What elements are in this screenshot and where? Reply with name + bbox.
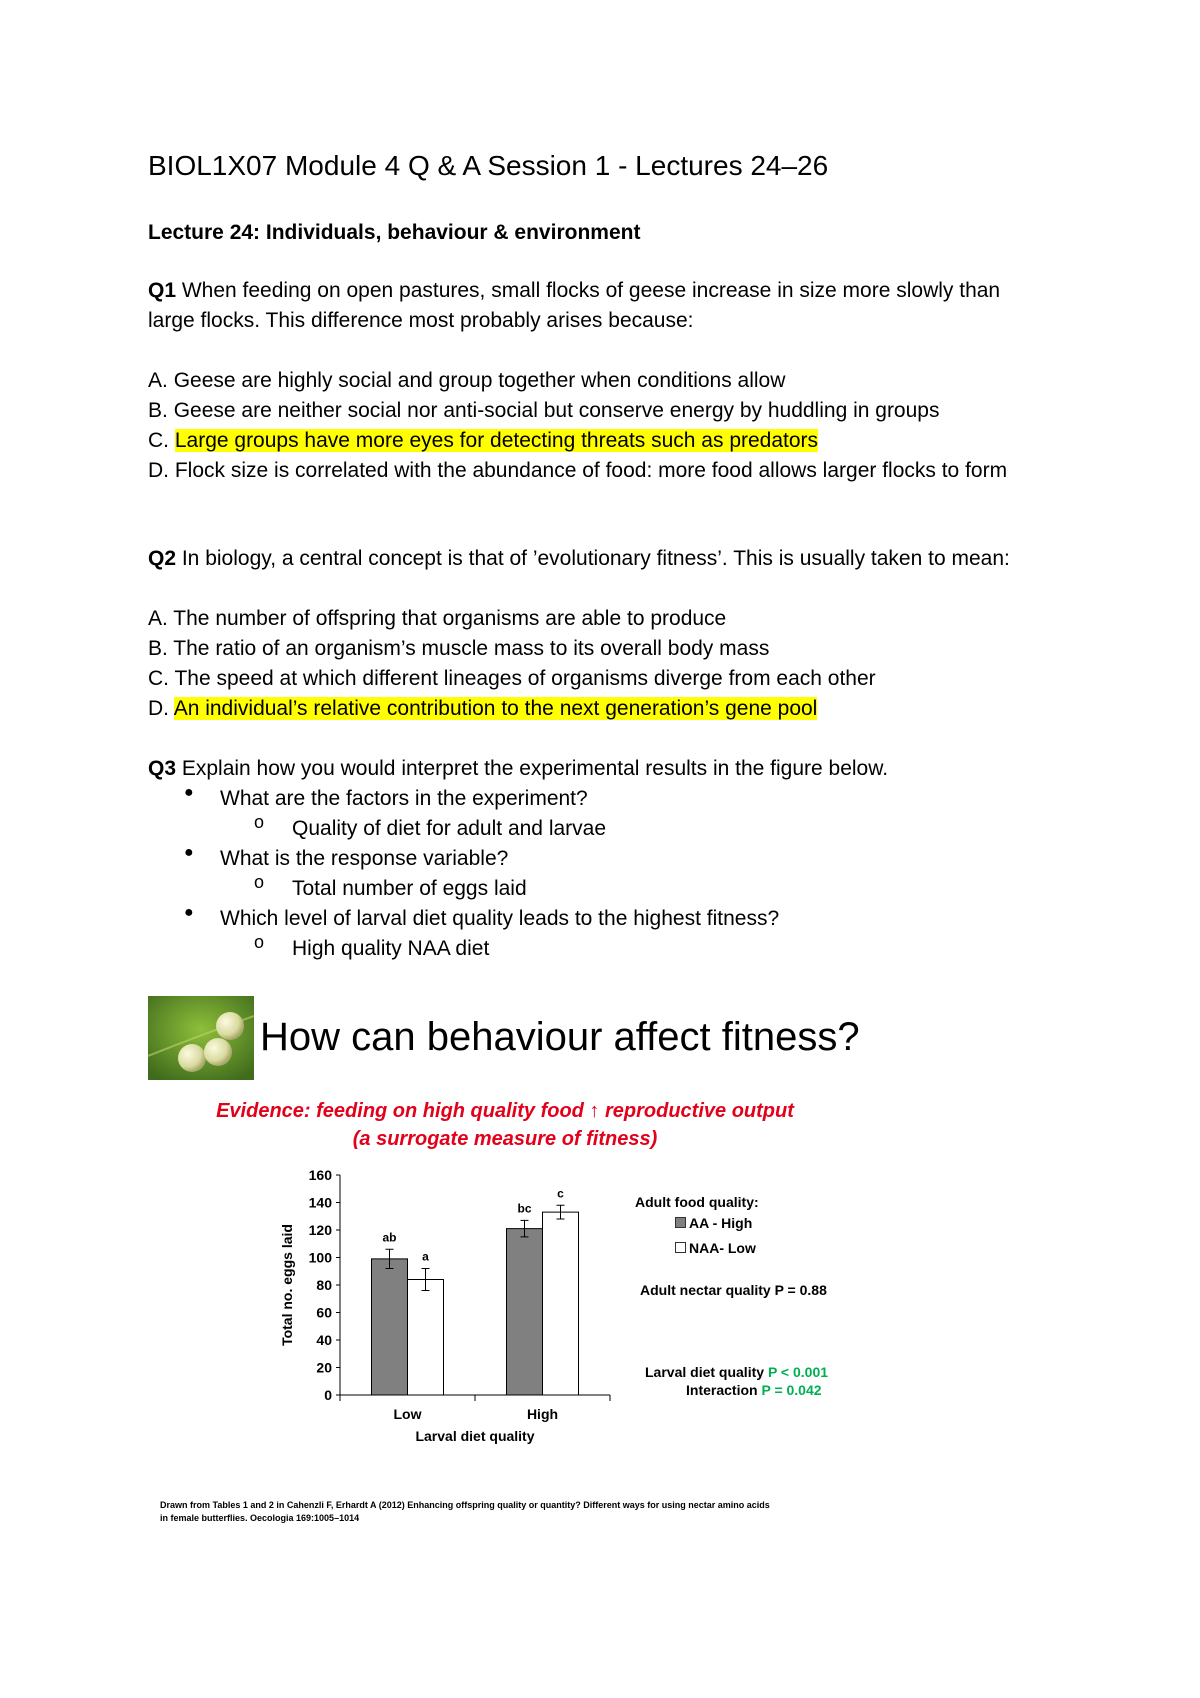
sub-bullet-icon: o — [254, 812, 265, 832]
y-tick-label: 40 — [316, 1332, 332, 1348]
q3-bullet-2: What is the response variable? — [220, 847, 509, 870]
evidence-line-1: Evidence: feeding on high quality food ↑ reproductive output — [216, 1100, 794, 1122]
bar-naa-low — [408, 1280, 444, 1396]
q2-option-b: B. The ratio of an organism’s muscle mass to its overall body mass — [148, 637, 770, 660]
q3-answer-1: Quality of diet for adult and larvae — [292, 817, 607, 840]
evidence-line-2: (a surrogate measure of fitness) — [352, 1128, 658, 1150]
y-axis-title: Total no. eggs laid — [279, 1224, 295, 1346]
sub-bullet-icon: o — [254, 872, 265, 892]
y-tick-label: 20 — [316, 1359, 332, 1376]
x-tick-label: Low — [393, 1406, 422, 1422]
q1-stem-line1 — [148, 276, 1108, 306]
lecture-heading: Lecture 24: Individuals, behaviour & environment — [148, 221, 641, 244]
q1-option-a: A. Geese are highly social and group together when conditions allow — [148, 369, 786, 392]
y-tick-label: 80 — [316, 1277, 332, 1293]
legend-item-high: AA - High — [675, 1215, 752, 1231]
y-tick-label: 100 — [308, 1249, 332, 1266]
q3-stem: Q3 Explain how you would interpret the experimental results in the figure below. — [148, 757, 889, 780]
y-tick-label: 160 — [308, 1167, 332, 1183]
q1-label: Q1 — [148, 279, 177, 302]
q1-stem-text: When feeding on open pastures, small flocks of geese increase in size more slowly than — [176, 279, 1001, 302]
q1-option-b: B. Geese are neither social nor anti-social but conserve energy by huddling in groups — [148, 399, 940, 422]
sub-bullet-icon: o — [254, 932, 265, 952]
legend-swatch-gray — [675, 1217, 686, 1228]
q2-option-c: C. The speed at which different lineages of organisms diverge from each other — [148, 667, 876, 690]
y-tick-label: 120 — [308, 1222, 332, 1238]
stat-adult-nectar: Adult nectar quality P = 0.88 — [640, 1282, 827, 1298]
slide-title: How can behaviour affect fitness? — [260, 1015, 860, 1059]
significance-letter: a — [422, 1249, 429, 1264]
x-axis-title: Larval diet quality — [415, 1428, 535, 1444]
q3-answer-3: High quality NAA diet — [292, 937, 490, 960]
figure-caption-line1: Drawn from Tables 1 and 2 in Cahenzli F, Erhardt A (2012) Enhancing offspring quality or quantity? Different ways for using nectar amino acids — [160, 1500, 770, 1510]
bar-aa-high — [372, 1259, 408, 1395]
q2-label: Q2 — [148, 547, 177, 570]
q1-correct-answer: Large groups have more eyes for detecting threats such as predators — [174, 429, 819, 452]
q2-option-a: A. The number of offspring that organisms are able to produce — [148, 607, 727, 630]
significance-letter: ab — [382, 1230, 397, 1245]
bar-naa-low — [543, 1212, 579, 1395]
q3-bullet-1: What are the factors in the experiment? — [220, 787, 588, 810]
bullet-icon: ● — [184, 784, 194, 801]
figure-caption-line2: in female butterflies. Oecologia 169:1005–1014 — [160, 1513, 360, 1523]
significance-letter: bc — [517, 1201, 532, 1216]
legend-swatch-white — [675, 1242, 686, 1253]
significance-letter: c — [557, 1186, 564, 1201]
stat-interaction: Interaction P = 0.042 — [686, 1382, 822, 1398]
y-tick-label: 140 — [308, 1194, 332, 1211]
bullet-icon: ● — [184, 904, 194, 921]
bullet-icon: ● — [184, 844, 194, 861]
q3-answer-2: Total number of eggs laid — [292, 877, 527, 900]
legend-item-low: NAA- Low — [675, 1240, 756, 1256]
butterfly-eggs-photo — [148, 996, 254, 1080]
x-tick-label: High — [526, 1406, 559, 1422]
q3-label: Q3 — [148, 757, 177, 780]
q1-option-d: D. Flock size is correlated with the abundance of food: more food allows larger flocks to form — [148, 459, 1008, 482]
stat-larval-diet: Larval diet quality P < 0.001 — [645, 1364, 829, 1380]
q1-option-c: C. Large groups have more eyes for detecting threats such as predators — [148, 429, 819, 452]
document-title: BIOL1X07 Module 4 Q & A Session 1 - Lectures 24–26 — [148, 150, 829, 181]
eggs-bar-chart — [270, 1150, 630, 1450]
y-tick-label: 60 — [316, 1304, 332, 1321]
q2-option-d: D. An individual’s relative contribution to the next generation’s gene pool — [148, 697, 818, 720]
legend-title: Adult food quality: — [635, 1194, 759, 1210]
y-tick-label: 0 — [324, 1387, 332, 1403]
q2-stem: Q2 In biology, a central concept is that of ’evolutionary fitness’. This is usually taken to mean: — [148, 547, 1010, 570]
q2-correct-answer: An individual’s relative contribution to the next generation’s gene pool — [173, 697, 818, 720]
bar-aa-high — [507, 1229, 543, 1395]
q1-stem-line2: large flocks. This difference most probably arises because: — [148, 309, 694, 332]
q3-bullet-3: Which level of larval diet quality leads to the highest fitness? — [220, 907, 780, 930]
